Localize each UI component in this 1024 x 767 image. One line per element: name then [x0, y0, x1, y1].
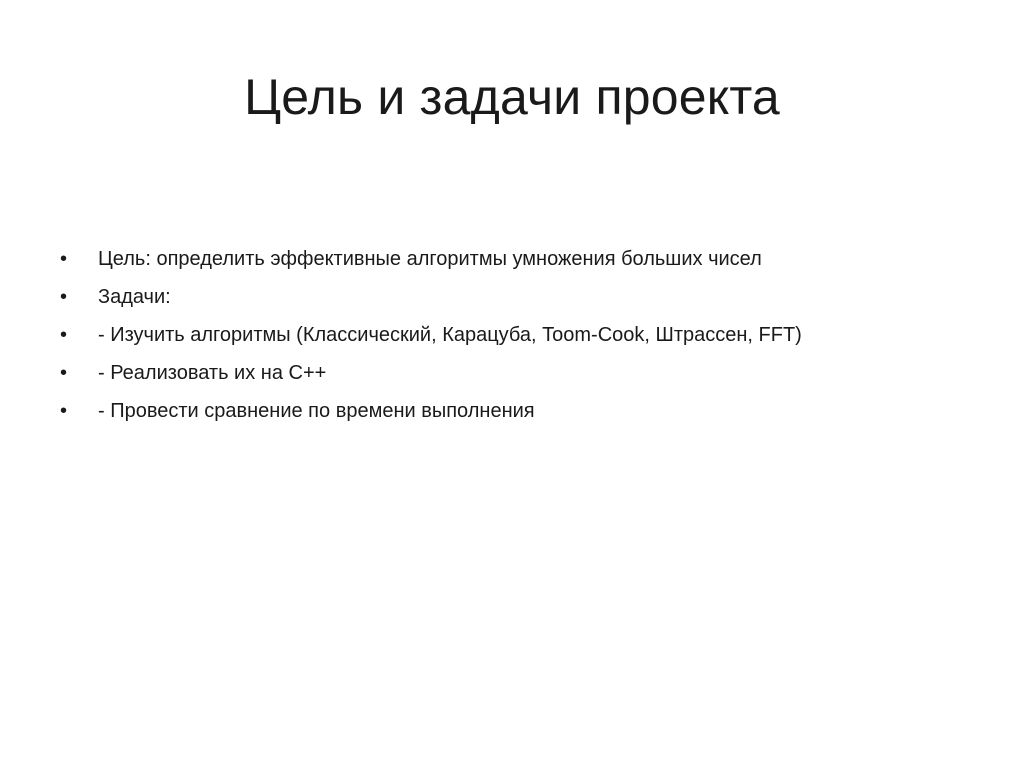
bullet-text: - Изучить алгоритмы (Классический, Карацуба, Toom-Cook, Штрассен, FFT)	[98, 324, 802, 346]
bullet-icon: •	[60, 400, 68, 422]
slide-title: Цель и задачи проекта	[244, 69, 780, 125]
list-item	[60, 278, 980, 316]
bullet-list	[60, 240, 980, 430]
bullet-icon: •	[60, 286, 68, 308]
list-item	[60, 392, 980, 430]
bullet-text: Цель: определить эффективные алгоритмы умножения больших чисел	[98, 248, 762, 270]
bullet-icon: •	[60, 324, 68, 346]
list-item	[60, 354, 980, 392]
bullet-icon: •	[60, 362, 68, 384]
bullet-text: - Реализовать их на C++	[98, 362, 327, 384]
bullet-text: Задачи:	[98, 286, 171, 308]
bullet-text: - Провести сравнение по времени выполнения	[98, 400, 535, 422]
bullet-icon: •	[60, 248, 68, 270]
list-item	[60, 240, 980, 278]
list-item	[60, 316, 980, 354]
